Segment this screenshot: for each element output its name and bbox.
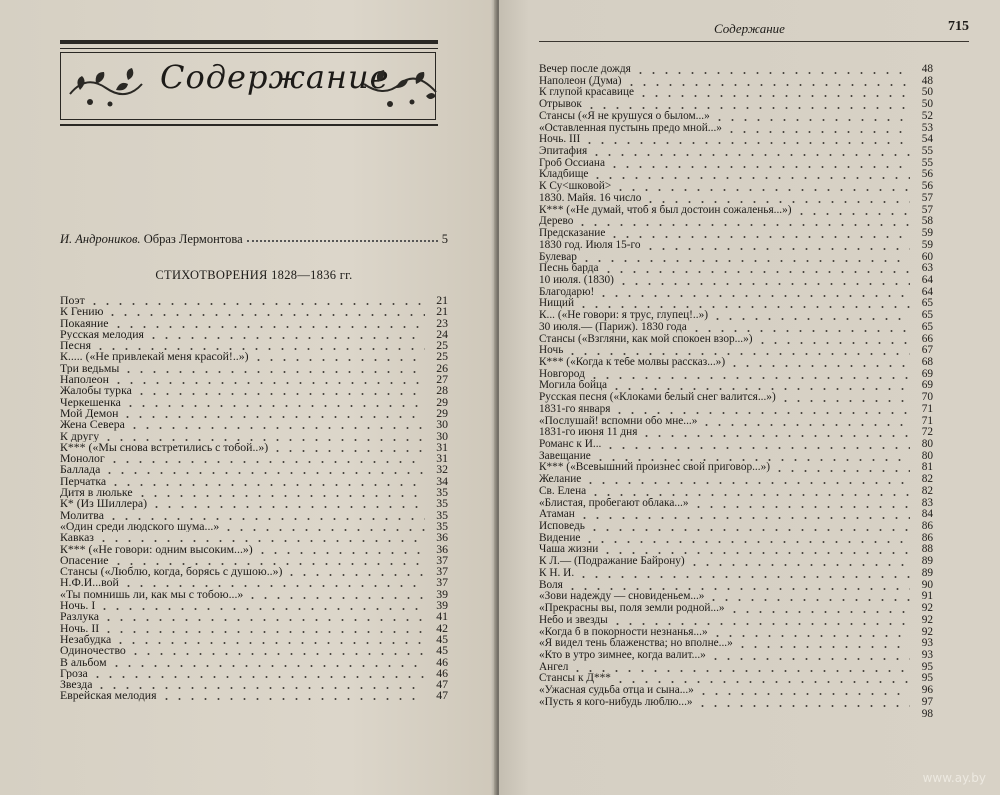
- toc-entry: [539, 380, 933, 392]
- toc-entry-page: 65: [921, 309, 933, 322]
- toc-entry-title: К*** («Когда к тебе молвы рассказ...»): [539, 356, 726, 368]
- toc-entry-page: 64: [921, 285, 933, 298]
- toc-entry-title: Чаша жизни: [539, 544, 599, 556]
- toc-entry: [539, 357, 933, 369]
- toc-entry: [539, 123, 933, 135]
- toc-entry-title: Баллада: [60, 464, 101, 476]
- toc-entry: [539, 662, 933, 674]
- toc-entry: [539, 568, 933, 580]
- toc-entry: [60, 487, 448, 498]
- toc-entry: [539, 158, 933, 170]
- toc-entry-title: Стансы («Я не крушуся о былом...»: [539, 110, 710, 122]
- toc-entry-title: Желание: [539, 474, 582, 486]
- toc-entry-page: 96: [921, 684, 933, 697]
- toc-entry-page: 65: [921, 297, 933, 310]
- toc-entry: [60, 326, 448, 341]
- toc-entry-page: 25: [436, 338, 448, 353]
- toc-entry-page: 57: [921, 203, 933, 216]
- toc-entry-title: Исповедь: [539, 521, 585, 533]
- toc-entry-title: «Блистая, пробегают облака...»: [539, 497, 689, 509]
- toc-entry: [539, 345, 933, 357]
- toc-entry-title: Ангел: [539, 661, 569, 673]
- toc-entry-title: «Пусть я кого-нибудь люблю...»: [539, 696, 693, 708]
- toc-entry-page: 92: [921, 613, 933, 626]
- toc-entry-page: 35: [436, 518, 448, 533]
- toc-entry-title: Булевар: [539, 251, 577, 263]
- toc-entry-page: 82: [921, 484, 933, 497]
- toc-entry: [539, 498, 933, 510]
- toc-entry-title: Дерево: [539, 216, 574, 228]
- toc-entry-page: 36: [436, 530, 448, 545]
- toc-entry-page: 86: [921, 531, 933, 544]
- contents-title: Содержание: [160, 58, 390, 96]
- toc-entry: [539, 439, 933, 451]
- toc-entry-page: 70: [921, 391, 933, 404]
- toc-entry-title: Песня: [60, 340, 92, 352]
- toc-entry-title: «Я видел тень блаженства; но вполне...»: [539, 638, 733, 650]
- toc-entry: [539, 334, 933, 346]
- toc-entry: [60, 439, 448, 454]
- toc-entry-title: «Ты помнишь ли, как мы с тобою...»: [60, 588, 244, 601]
- toc-entry-title: К Н. И.: [539, 567, 575, 579]
- toc-entry: [539, 486, 933, 498]
- toc-entry-page: 45: [436, 643, 448, 658]
- intro-author: И. Андроников.: [60, 232, 141, 246]
- toc-entry: [539, 404, 933, 416]
- toc-entry-title: Монолог: [60, 453, 105, 465]
- toc-entry-title: 1831-го января: [539, 403, 611, 415]
- toc-entry: [539, 544, 933, 556]
- toc-entry-title: «Послушай! вспомни обо мне...»: [539, 415, 698, 427]
- intro-title: Образ Лермонтова: [143, 232, 243, 246]
- toc-entry-page: 21: [436, 304, 448, 319]
- toc-entry-title: Песнь барда: [539, 263, 599, 275]
- toc-entry-title: Мой Демон: [60, 407, 119, 420]
- toc-entry-title: Незабудка: [60, 633, 112, 646]
- toc-entry: [60, 385, 448, 396]
- toc-entry: [539, 287, 933, 299]
- toc-entry: [539, 64, 933, 76]
- toc-entry: [60, 360, 448, 375]
- toc-entry-title: К*** («Не думай, чтоб я был достоин сожаленья...»): [539, 204, 792, 216]
- toc-entry-title: Жалобы турка: [60, 385, 132, 397]
- toc-entry: [60, 306, 448, 317]
- toc-entry: [60, 552, 448, 567]
- toc-entry-page: 55: [921, 145, 933, 158]
- toc-entry-page: 66: [921, 332, 933, 345]
- toc-entry-page: 59: [921, 238, 933, 251]
- toc-entry-title: Романс к И...: [539, 439, 602, 450]
- toc-entry-title: Новгород: [539, 368, 585, 380]
- toc-entry-page: 93: [921, 637, 933, 650]
- toc-entry: [60, 679, 448, 690]
- toc-entry-title: Покаяние: [60, 317, 109, 329]
- toc-entry: [539, 615, 933, 627]
- toc-entry-page: 59: [921, 227, 933, 240]
- toc-entry-title: Видение: [539, 532, 581, 544]
- toc-entry-title: Воля: [539, 579, 563, 591]
- toc-entry: [60, 394, 448, 409]
- left-floral-ornament-icon: [66, 54, 146, 118]
- toc-entry: [539, 310, 933, 322]
- toc-entry-title: Ночь. III: [539, 134, 581, 146]
- toc-entry-title: Ночь. I: [60, 600, 96, 612]
- toc-entry-title: Русская мелодия: [60, 328, 144, 341]
- toc-entry-page: 68: [921, 355, 933, 368]
- toc-entry: [539, 627, 933, 639]
- toc-entry: [60, 351, 448, 362]
- watermark: www.ay.by: [922, 771, 986, 785]
- toc-entry: [60, 532, 448, 543]
- toc-entry-title: 30 июля.— (Париж). 1830 года: [539, 321, 687, 333]
- toc-entry-title: Еврейская мелодия: [60, 690, 157, 702]
- toc-entry: [60, 428, 448, 443]
- toc-entry: [539, 591, 933, 603]
- toc-entry-title: Черкешенка: [60, 396, 121, 408]
- toc-entry: [60, 507, 448, 522]
- toc-entry-page: 58: [921, 215, 933, 228]
- toc-entry-page: 55: [921, 156, 933, 169]
- toc-trailing-page: [539, 709, 933, 721]
- toc-entry-title: Отрывок: [539, 99, 582, 111]
- toc-entry-page: 65: [921, 320, 933, 333]
- toc-entry: [60, 518, 448, 533]
- toc-entry-title: Небо и звезды: [539, 614, 608, 626]
- toc-entry-page: 46: [436, 665, 448, 680]
- toc-entry: [539, 416, 933, 428]
- toc-entry-page: 25: [436, 349, 448, 364]
- toc-entry: [60, 498, 448, 509]
- toc-entry-page: 50: [921, 86, 933, 99]
- toc-entry-page: 30: [436, 417, 448, 432]
- toc-entry-title: «Когда б в покорности незнанья...»: [539, 626, 708, 638]
- toc-entry-page: 56: [921, 168, 933, 181]
- toc-entry-page: 56: [921, 180, 933, 193]
- toc-entry-title: «Оставленная пустынь предо мной...»: [539, 122, 722, 134]
- toc-entry-page: 64: [921, 273, 933, 286]
- toc-entry: [60, 611, 448, 622]
- toc-entry-title: Завещание: [539, 450, 591, 462]
- toc-entry: [60, 405, 448, 420]
- toc-entry: [539, 697, 933, 709]
- toc-entry: [539, 462, 933, 474]
- toc-entry-page: 39: [436, 586, 448, 601]
- toc-entry-page: 42: [436, 620, 448, 635]
- toc-entry-title: Стансы к Д***: [539, 673, 611, 685]
- toc-entry-page: 92: [921, 625, 933, 638]
- toc-entry: [60, 620, 448, 635]
- toc-entry-page: 90: [921, 578, 933, 591]
- intro-page: 5: [441, 232, 448, 246]
- toc-entry-page: 89: [921, 566, 933, 579]
- toc-entry-title: К... («Не говори: я трус, глупец!..»): [539, 310, 708, 322]
- toc-entry: [539, 298, 933, 310]
- toc-entry: [60, 654, 448, 669]
- toc-entry-page: 82: [921, 473, 933, 486]
- left-page: [0, 0, 497, 795]
- toc-entry-title: Н.Ф.И...вой: [60, 577, 119, 589]
- toc-entry-page: 21: [436, 293, 448, 307]
- toc-entry-title: «Прекрасны вы, поля земли родной...»: [539, 603, 725, 615]
- toc-entry: [60, 419, 448, 430]
- toc-entry-page: 71: [921, 402, 933, 415]
- toc-entry-title: Благодарю!: [539, 286, 595, 298]
- toc-entry-page: 95: [921, 672, 933, 685]
- toc-entry-page: 69: [921, 379, 933, 392]
- toc-entry-page: 81: [921, 461, 933, 474]
- toc-entry: [60, 631, 448, 646]
- toc-entry: [60, 665, 448, 680]
- toc-entry-page: 35: [436, 485, 448, 500]
- toc-entry-page: 37: [436, 575, 448, 590]
- toc-entry: [539, 228, 933, 240]
- toc-entry-title: К*** («Мы снова встретились с тобой..»): [60, 441, 269, 454]
- toc-entry-title: В альбом: [60, 656, 107, 668]
- toc-entry: [60, 586, 448, 601]
- toc-entry: [539, 252, 933, 264]
- toc-entry: [60, 600, 448, 611]
- toc-entry-title: Нищий: [539, 298, 574, 310]
- toc-entry: [60, 340, 448, 351]
- toc-entry-page: 48: [921, 74, 933, 87]
- toc-entry: [60, 577, 448, 588]
- toc-entry: [539, 216, 933, 228]
- toc-entry-title: Одиночество: [60, 645, 126, 657]
- toc-entry-title: Ночь. II: [60, 622, 100, 634]
- toc-entry: [539, 638, 933, 650]
- toc-entry-title: Дитя в люльке: [60, 487, 133, 499]
- toc-entry-title: Кладбище: [539, 169, 589, 181]
- toc-entry: [60, 295, 448, 306]
- toc-entry: [539, 322, 933, 334]
- toc-entry-page: 84: [921, 508, 933, 521]
- toc-entry-title: К Су<шковой>: [539, 181, 612, 193]
- toc-entry-page: 93: [921, 648, 933, 661]
- toc-entry: [539, 580, 933, 592]
- running-head: [539, 21, 969, 43]
- toc-entry-page: 31: [436, 439, 448, 454]
- toc-entry-page: 52: [921, 109, 933, 122]
- toc-entry-page: 39: [436, 598, 448, 613]
- toc-entry-title: Св. Елена: [539, 485, 587, 497]
- right-page: [499, 0, 1000, 795]
- toc-entry: [539, 474, 933, 486]
- toc-entry: [539, 99, 933, 111]
- toc-entry: [539, 134, 933, 146]
- intro-entry: [60, 232, 448, 247]
- toc-entry-page: 92: [921, 602, 933, 615]
- toc-entry-page: 37: [436, 552, 448, 567]
- toc-entry-page: 29: [436, 405, 448, 420]
- toc-entry-page: 97: [921, 695, 933, 708]
- toc-entry: [539, 275, 933, 287]
- toc-entry-page: 47: [436, 688, 448, 703]
- toc-entry: [60, 690, 448, 701]
- toc-entry-page: 47: [436, 677, 448, 692]
- toc-entry: [539, 650, 933, 662]
- toc-entry-page: 69: [921, 367, 933, 380]
- toc-entry: [539, 76, 933, 88]
- toc-entry-page: 28: [436, 383, 448, 398]
- page-number: 715: [948, 19, 969, 34]
- toc-entry-page: 80: [921, 438, 933, 450]
- toc-entry-title: 10 июля. (1830): [539, 274, 614, 286]
- toc-entry: [539, 427, 933, 439]
- toc-entry-title: Опасение: [60, 554, 109, 567]
- toc-entry-page: 54: [921, 133, 933, 146]
- toc-entry-page: 35: [436, 496, 448, 511]
- toc-entry-page: 41: [436, 609, 448, 624]
- toc-entry-title: К Л.— (Подражание Байрону): [539, 556, 685, 568]
- toc-entry: [539, 521, 933, 533]
- toc-entry-title: Кавказ: [60, 532, 94, 544]
- toc-entry-page: 32: [436, 462, 448, 477]
- toc-entry: [539, 146, 933, 158]
- toc-entry-page: 83: [921, 496, 933, 509]
- toc-entry-title: Стансы («Люблю, когда, борясь с душою..»): [60, 566, 283, 578]
- toc-entry: [539, 369, 933, 381]
- toc-entry: [539, 87, 933, 99]
- toc-entry-title: Поэт: [60, 295, 85, 307]
- toc-entry-title: «Зови надежду — сновиденьем...»: [539, 591, 705, 603]
- toc-entry-page: 67: [921, 344, 933, 357]
- toc-entry-title: «Один среди людского шума...»: [60, 520, 220, 533]
- toc-entry-title: Перчатка: [60, 475, 107, 488]
- toc-entry-title: Жена Севера: [60, 419, 125, 431]
- toc-entry-page: 72: [921, 426, 933, 439]
- toc-entry-page: 29: [436, 394, 448, 409]
- toc-entry: [60, 566, 448, 577]
- toc-entry-title: Эпитафия: [539, 146, 588, 158]
- toc-entry: [539, 263, 933, 275]
- toc-entry: [539, 603, 933, 615]
- toc-entry-page: 86: [921, 520, 933, 533]
- toc-entry-title: К Гению: [60, 306, 104, 318]
- toc-entry-title: К*** («Всевышний произнес свой приговор...»): [539, 462, 770, 474]
- toc-entry-page: 30: [436, 428, 448, 443]
- toc-entry-page: 37: [436, 564, 448, 579]
- toc-entry: [539, 533, 933, 545]
- toc-entry-page: 27: [436, 372, 448, 387]
- toc-entry-page: 45: [436, 631, 448, 646]
- toc-entry-page: 80: [921, 449, 933, 462]
- toc-entry: [539, 392, 933, 404]
- toc-entry-title: Атаман: [539, 509, 575, 521]
- toc-entry-page: 91: [921, 590, 933, 603]
- toc-entry: [539, 193, 933, 205]
- contents-banner: [60, 40, 438, 128]
- toc-entry: [60, 464, 448, 475]
- section-heading: СТИХОТВОРЕНИЯ 1828—1836 гг.: [155, 268, 353, 282]
- toc-entry: [539, 673, 933, 685]
- toc-entry-title: Вечер после дождя: [539, 64, 631, 75]
- toc-entry-title: К*** («Не говори: одним высоким...»): [60, 543, 253, 555]
- toc-entry-page: 23: [436, 315, 448, 330]
- toc-entry-title: «Ужасная судьба отца и сына...»: [539, 685, 694, 697]
- toc-entry-title: Три ведьмы: [60, 362, 120, 375]
- toc-entry-page: 60: [921, 250, 933, 263]
- toc-entry-page: 24: [436, 326, 448, 341]
- toc-entry-page: 36: [436, 541, 448, 556]
- toc-entry-title: К* (Из Шиллера): [60, 498, 148, 510]
- toc-trailing-page-number: 98: [921, 707, 933, 720]
- toc-entry: [539, 451, 933, 463]
- toc-entry-page: 57: [921, 191, 933, 204]
- toc-entry-title: Ночь: [539, 345, 564, 357]
- right-toc-list: [539, 64, 933, 720]
- toc-entry-page: 89: [921, 555, 933, 568]
- toc-entry-page: 34: [436, 473, 448, 488]
- left-toc-list: [60, 295, 448, 702]
- running-head-title: Содержание: [714, 21, 785, 36]
- toc-entry: [60, 473, 448, 488]
- toc-entry-title: Звезда: [60, 679, 93, 691]
- toc-entry-title: К глупой красавице: [539, 87, 635, 99]
- toc-entry: [539, 169, 933, 181]
- toc-entry: [539, 509, 933, 521]
- toc-entry-page: 35: [436, 507, 448, 522]
- toc-entry-page: 95: [921, 660, 933, 673]
- toc-entry-page: 71: [921, 414, 933, 427]
- toc-entry-title: 1830. Майя. 16 число: [539, 192, 642, 204]
- toc-entry-title: Гроб Оссиана: [539, 157, 605, 169]
- toc-entry-title: Стансы («Взгляни, как мой спокоен взор...»): [539, 333, 753, 345]
- toc-entry-title: К другу: [60, 430, 100, 442]
- toc-entry-page: 46: [436, 654, 448, 669]
- toc-entry: [539, 181, 933, 193]
- toc-entry-page: 88: [921, 543, 933, 556]
- toc-entry-title: Русская песня («Клоками белый снег валится...»): [539, 392, 776, 404]
- toc-entry-title: «Кто в утро зимнее, когда валит...»: [539, 649, 706, 661]
- toc-entry-title: Наполеон: [60, 374, 109, 386]
- toc-entry: [60, 315, 448, 330]
- toc-entry-page: 63: [921, 262, 933, 275]
- toc-entry: [60, 541, 448, 556]
- toc-entry-page: 26: [436, 360, 448, 375]
- toc-entry-page: 48: [921, 63, 933, 75]
- toc-entry-page: 53: [921, 121, 933, 134]
- toc-entry-page: 31: [436, 451, 448, 466]
- toc-entry: [539, 111, 933, 123]
- toc-entry: [539, 556, 933, 568]
- toc-entry-title: Разлука: [60, 611, 100, 623]
- toc-entry: [539, 205, 933, 217]
- toc-entry-title: К..... («Не привлекай меня красой!..»): [60, 351, 249, 363]
- toc-entry: [539, 685, 933, 697]
- toc-entry-title: Наполеон (Дума): [539, 75, 622, 87]
- toc-entry-title: Предсказание: [539, 228, 606, 240]
- toc-entry: [60, 645, 448, 656]
- toc-entry-title: Гроза: [60, 667, 88, 680]
- toc-entry: [539, 240, 933, 252]
- toc-entry-title: 1830 год. Июля 15-го: [539, 239, 641, 251]
- toc-entry-title: 1831-го июня 11 дня: [539, 427, 638, 439]
- right-floral-ornament-icon: [360, 54, 440, 118]
- toc-entry-title: Могила бойца: [539, 380, 608, 392]
- toc-entry: [60, 453, 448, 464]
- toc-entry-title: Молитва: [60, 509, 104, 521]
- toc-entry-page: 50: [921, 98, 933, 111]
- toc-entry: [60, 374, 448, 385]
